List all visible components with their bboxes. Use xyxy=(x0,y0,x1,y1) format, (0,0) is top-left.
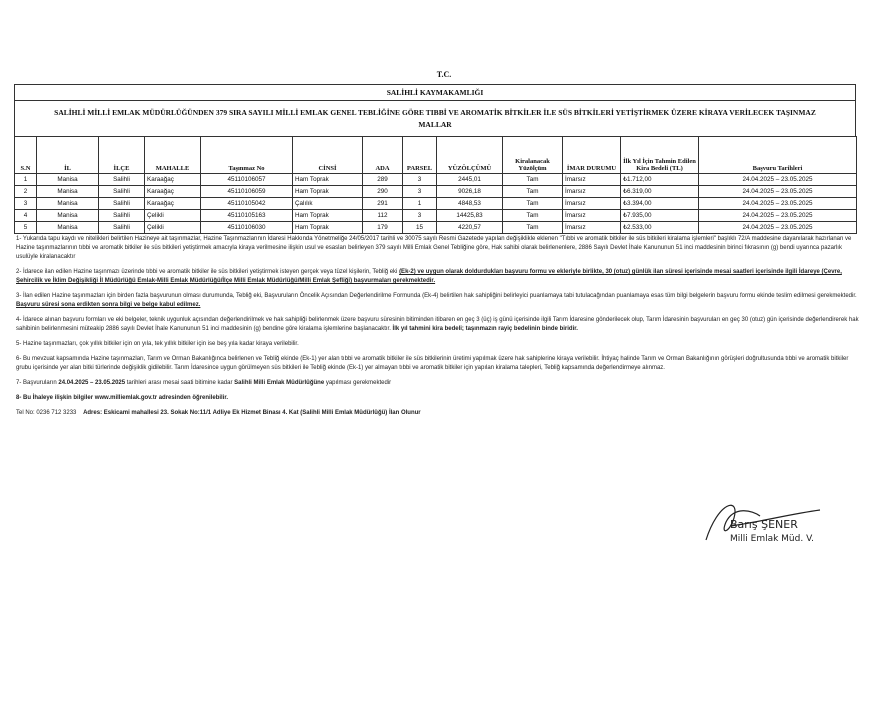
col-tarih: Başvuru Tarihleri xyxy=(699,137,857,174)
note-3-emphasis: Başvuru süresi sona erdikten sonra bilgi ve belge kabul edilmez. xyxy=(16,302,201,308)
col-cinsi: CİNSİ xyxy=(293,137,363,174)
cell-no: 45110106057 xyxy=(201,174,293,186)
note-7-office: Salihli Milli Emlak Müdürlüğüne xyxy=(234,380,325,386)
cell-il: Manisa xyxy=(37,198,99,210)
note-4-text: 4- İdarece alınan başvuru formları ve eki belgeler, teknik uygunluk açısından değerlendirilmek ve hak sahipliği belirlenmek üzere başvuru süresinin bitiminden itibaren en geç 3 (üç) iş günü içerisinde ilgili Tarım İdaresine gönderilecek olup, Tarım İdaresinin başvuruları en geç 30 (otuz) gün içerisinde değerlendirerek hak sahibinin belirlenmesini müteakip 2886 sayılı Devlet İhale Kanununun 51 inci maddesinin (g) bendine göre kiralama işlemlerine başlanacaktır. xyxy=(16,317,859,332)
cell-il: Manisa xyxy=(37,186,99,198)
cell-parsel: 15 xyxy=(403,222,437,234)
cell-ilce: Salihli xyxy=(99,222,145,234)
note-5: 5- Hazine taşınmazları, çok yıllık bitkiler için on yıla, tek yıllık bitkiler için ise beş yıla kadar kiraya verilebilir. xyxy=(16,341,299,347)
cell-no: 45110105042 xyxy=(201,198,293,210)
cell-parsel: 3 xyxy=(403,174,437,186)
cell-tarih: 24.04.2025 – 23.05.2025 xyxy=(699,174,857,186)
cell-mahalle: Karaağaç xyxy=(145,174,201,186)
table-row xyxy=(15,198,857,210)
col-imar: İMAR DURUMU xyxy=(563,137,621,174)
col-bedel: İlk Yıl İçin Tahmin Edilen Kira Bedeli (TL) xyxy=(621,137,699,174)
cell-ada: 291 xyxy=(363,198,403,210)
cell-il: Manisa xyxy=(37,174,99,186)
col-sn: S.N xyxy=(15,137,37,174)
cell-no: 45110106059 xyxy=(201,186,293,198)
doc-title: SALİHLİ MİLLİ EMLAK MÜDÜRLÜĞÜNDEN 379 SIRA SAYILI MİLLİ EMLAK GENEL TEBLİĞİNE GÖRE TIBBİ VE AROMATİK BİTKİLER İLE SÜS BİTKİLERİ YETİŞTİRMEK ÜZERE KİRAYA VERİLECEK TAŞINMAZ MALLAR xyxy=(14,100,856,136)
signature-name: Barış ŞENER xyxy=(730,518,798,531)
cell-parsel: 1 xyxy=(403,198,437,210)
table-row xyxy=(15,210,857,222)
col-mahalle: MAHALLE xyxy=(145,137,201,174)
note-8: 8- Bu İhaleye ilişkin bilgiler www.milliemlak.gov.tr adresinden öğrenilebilir. xyxy=(16,395,229,401)
note-7-e: yapılması gerekmektedir xyxy=(324,380,392,386)
signature-role: Milli Emlak Müd. V. xyxy=(730,534,814,544)
note-7 xyxy=(16,379,861,388)
cell-cins: Çalılık xyxy=(293,198,363,210)
cell-ilce: Salihli xyxy=(99,186,145,198)
note-7-dates: 24.04.2025 – 23.05.2025 xyxy=(58,380,126,386)
cell-mahalle: Karaağaç xyxy=(145,186,201,198)
cell-ada: 290 xyxy=(363,186,403,198)
note-3-text: 3- İlan edilen Hazine taşınmazları için birden fazla başvurunun olması durumunda, Tebliğ eki, Başvuruların Öncelik Açısından Değerlendirilme Formunda (Ek-4) belirtilen hak sahipliğini belirleyici puanlamaya tabi tutulacağından puanlamaya esas tüm bilgi belgelerin başvuru formu ekinde teslim edilmesi gerekmektedir. xyxy=(16,293,857,299)
cell-kir: Tam xyxy=(503,174,563,186)
note-3 xyxy=(16,292,861,310)
note-2-text: 2- İdarece ilan edilen Hazine taşınmazı üzerinde tıbbi ve aromatik bitkiler ile süs bitkileri yetiştirmek isteyen gerçek veya tüzel kişilerin, Tebliğ eki xyxy=(16,269,400,275)
note-4 xyxy=(16,316,861,334)
col-kiralanacak: Kiralanacak Yüzölçüm xyxy=(503,137,563,174)
note-1: 1- Yukarıda tapu kaydı ve nitelikleri belirtilen Hazineye ait taşınmazlar, Hazine Taşınmazlarının İdaresi Hakkında Yönetmeliğe 24/05/2017 tarihli ve 30075 sayılı Resmi Gazetede yapılan değişiklikle eklenen "Tıbbi ve aromatik bitkiler ile süs bitkileri kiralama işlemleri" başlıklı 72/A maddesine dayanılarak hazırlanan ve Hazine taşınmazlarının tıbbi ve aromatik bitkiler ile süs bitkileri yetiştirmek amacıyla kiraya verilmesine ilişkin usul ve esasları belirleyen 379 sayılı Milli Emlak Genel Tebliğine göre, Hak sahibi olarak belirlenenlere, 2886 Sayılı Devlet İhale Kanununun 51 inci maddesinin birinci fıkrasının (g) bendi uyarınca pazarlık usulüyle kiralanacaktır xyxy=(16,236,852,260)
address: Adres: Eskicami mahallesi 23. Sokak No:11/1 Adliye Ek Hizmet Binası 4. Kat (Salihli Milli Emlak Müdürlüğü) İlan Olunur xyxy=(83,410,421,416)
cell-kir: Tam xyxy=(503,222,563,234)
cell-bedel: ₺3.394,00 xyxy=(621,198,699,210)
cell-sn: 4 xyxy=(15,210,37,222)
cell-no: 45110105163 xyxy=(201,210,293,222)
cell-tarih: 24.04.2025 – 23.05.2025 xyxy=(699,210,857,222)
cell-tarih: 24.04.2025 – 23.05.2025 xyxy=(699,186,857,198)
cell-kir: Tam xyxy=(503,198,563,210)
note-7-a: 7- Başvuruların xyxy=(16,380,59,386)
cell-bedel: ₺6.319,00 xyxy=(621,186,699,198)
cell-yuz: 9026,18 xyxy=(437,186,503,198)
cell-cins: Ham Toprak xyxy=(293,210,363,222)
cell-mahalle: Karaağaç xyxy=(145,198,201,210)
table-row xyxy=(15,222,857,234)
cell-yuz: 14425,83 xyxy=(437,210,503,222)
cell-imar: İmarsız xyxy=(563,222,621,234)
cell-kir: Tam xyxy=(503,210,563,222)
note-7-c: tarihleri arası mesai saati bitimine kadar xyxy=(125,380,235,386)
cell-ilce: Salihli xyxy=(99,174,145,186)
cell-bedel: ₺2.533,00 xyxy=(621,222,699,234)
cell-mahalle: Çelikli xyxy=(145,210,201,222)
cell-sn: 1 xyxy=(15,174,37,186)
signature xyxy=(700,492,840,552)
cell-ilce: Salihli xyxy=(99,198,145,210)
cell-sn: 5 xyxy=(15,222,37,234)
col-parsel: PARSEL xyxy=(403,137,437,174)
cell-imar: İmarsız xyxy=(563,198,621,210)
cell-sn: 3 xyxy=(15,198,37,210)
cell-parsel: 3 xyxy=(403,186,437,198)
col-tasinmaz-no: Taşınmaz No xyxy=(201,137,293,174)
note-2-emphasis: (Ek-2) ve uygun olarak doldurdukları başvuru formu ve ekleriyle birlikte, 30 (otuz) günlük ilan süresi içerisinde mesai saatleri içerisinde ilgili İdareye (Çevre, Şehircilik ve İklim Değişikliği İl Müdürlüğü Emlak-Milli Emlak Müdürlüğü/İlçe Milli Emlak Müdürlüğü/Milli Emlak Şefliği) başvurmaları gerekmektedir. xyxy=(16,269,842,284)
cell-bedel: ₺7.935,00 xyxy=(621,210,699,222)
tel-number: Tel No: 0236 712 3233 xyxy=(16,410,77,416)
doc-tc: T.C. xyxy=(436,70,452,79)
col-il: İL xyxy=(37,137,99,174)
cell-mahalle: Çelikli xyxy=(145,222,201,234)
cell-ilce: Salihli xyxy=(99,210,145,222)
cell-il: Manisa xyxy=(37,222,99,234)
note-2 xyxy=(16,268,861,286)
cell-cins: Ham Toprak xyxy=(293,222,363,234)
cell-bedel: ₺1.712,00 xyxy=(621,174,699,186)
table-row xyxy=(15,186,857,198)
property-table xyxy=(14,136,857,234)
cell-sn: 2 xyxy=(15,186,37,198)
listing-box xyxy=(14,84,856,234)
notes xyxy=(16,235,861,424)
cell-kir: Tam xyxy=(503,186,563,198)
cell-il: Manisa xyxy=(37,210,99,222)
cell-imar: İmarsız xyxy=(563,210,621,222)
cell-ada: 179 xyxy=(363,222,403,234)
note-4-emphasis: İlk yıl tahmini kira bedeli; taşınmazın rayiç bedelinin binde biridir. xyxy=(392,326,578,332)
note-6: 6- Bu mevzuat kapsamında Hazine taşınmazları, Tarım ve Orman Bakanlığınca belirlenen ve Tebliğ ekinde (Ek-1) yer alan tıbbi ve aromatik bitkiler ile süs bitkilerinin üretimi yapılmak üzere hak sahiplerine kiraya verilebilir. İhtiyaç halinde Tarım ve Orman Bakanlığının görüşleri doğrultusunda tıbbi ve aromatik bitkiler grubu içerisinde yer alan bitki türlerinde değişiklik gidilebilir. Tarım İdaresince uygun görülmeyen süs bitkileri ile Tebliğ ekinde (Ek-1) yer almayan tıbbi ve aromatik bitkiler için yapılan kiralama talepleri, Tebliğ kapsamında değerlendirmeye alınmaz. xyxy=(16,356,849,371)
cell-ada: 112 xyxy=(363,210,403,222)
cell-cins: Ham Toprak xyxy=(293,186,363,198)
cell-yuz: 4220,57 xyxy=(437,222,503,234)
cell-parsel: 3 xyxy=(403,210,437,222)
cell-cins: Ham Toprak xyxy=(293,174,363,186)
cell-yuz: 4848,53 xyxy=(437,198,503,210)
cell-imar: İmarsız xyxy=(563,186,621,198)
col-yuzolcumu: YÜZÖLÇÜMÜ xyxy=(437,137,503,174)
cell-imar: İmarsız xyxy=(563,174,621,186)
cell-tarih: 24.04.2025 – 23.05.2025 xyxy=(699,222,857,234)
cell-ada: 289 xyxy=(363,174,403,186)
table-row xyxy=(15,174,857,186)
col-ilce: İLÇE xyxy=(99,137,145,174)
col-ada: ADA xyxy=(363,137,403,174)
cell-tarih: 24.04.2025 – 23.05.2025 xyxy=(699,198,857,210)
contact-line xyxy=(16,409,861,418)
office-title: SALİHLİ KAYMAKAMLIĞI xyxy=(14,84,856,100)
table-header-row xyxy=(15,137,857,174)
cell-yuz: 2445,01 xyxy=(437,174,503,186)
cell-no: 45110106030 xyxy=(201,222,293,234)
